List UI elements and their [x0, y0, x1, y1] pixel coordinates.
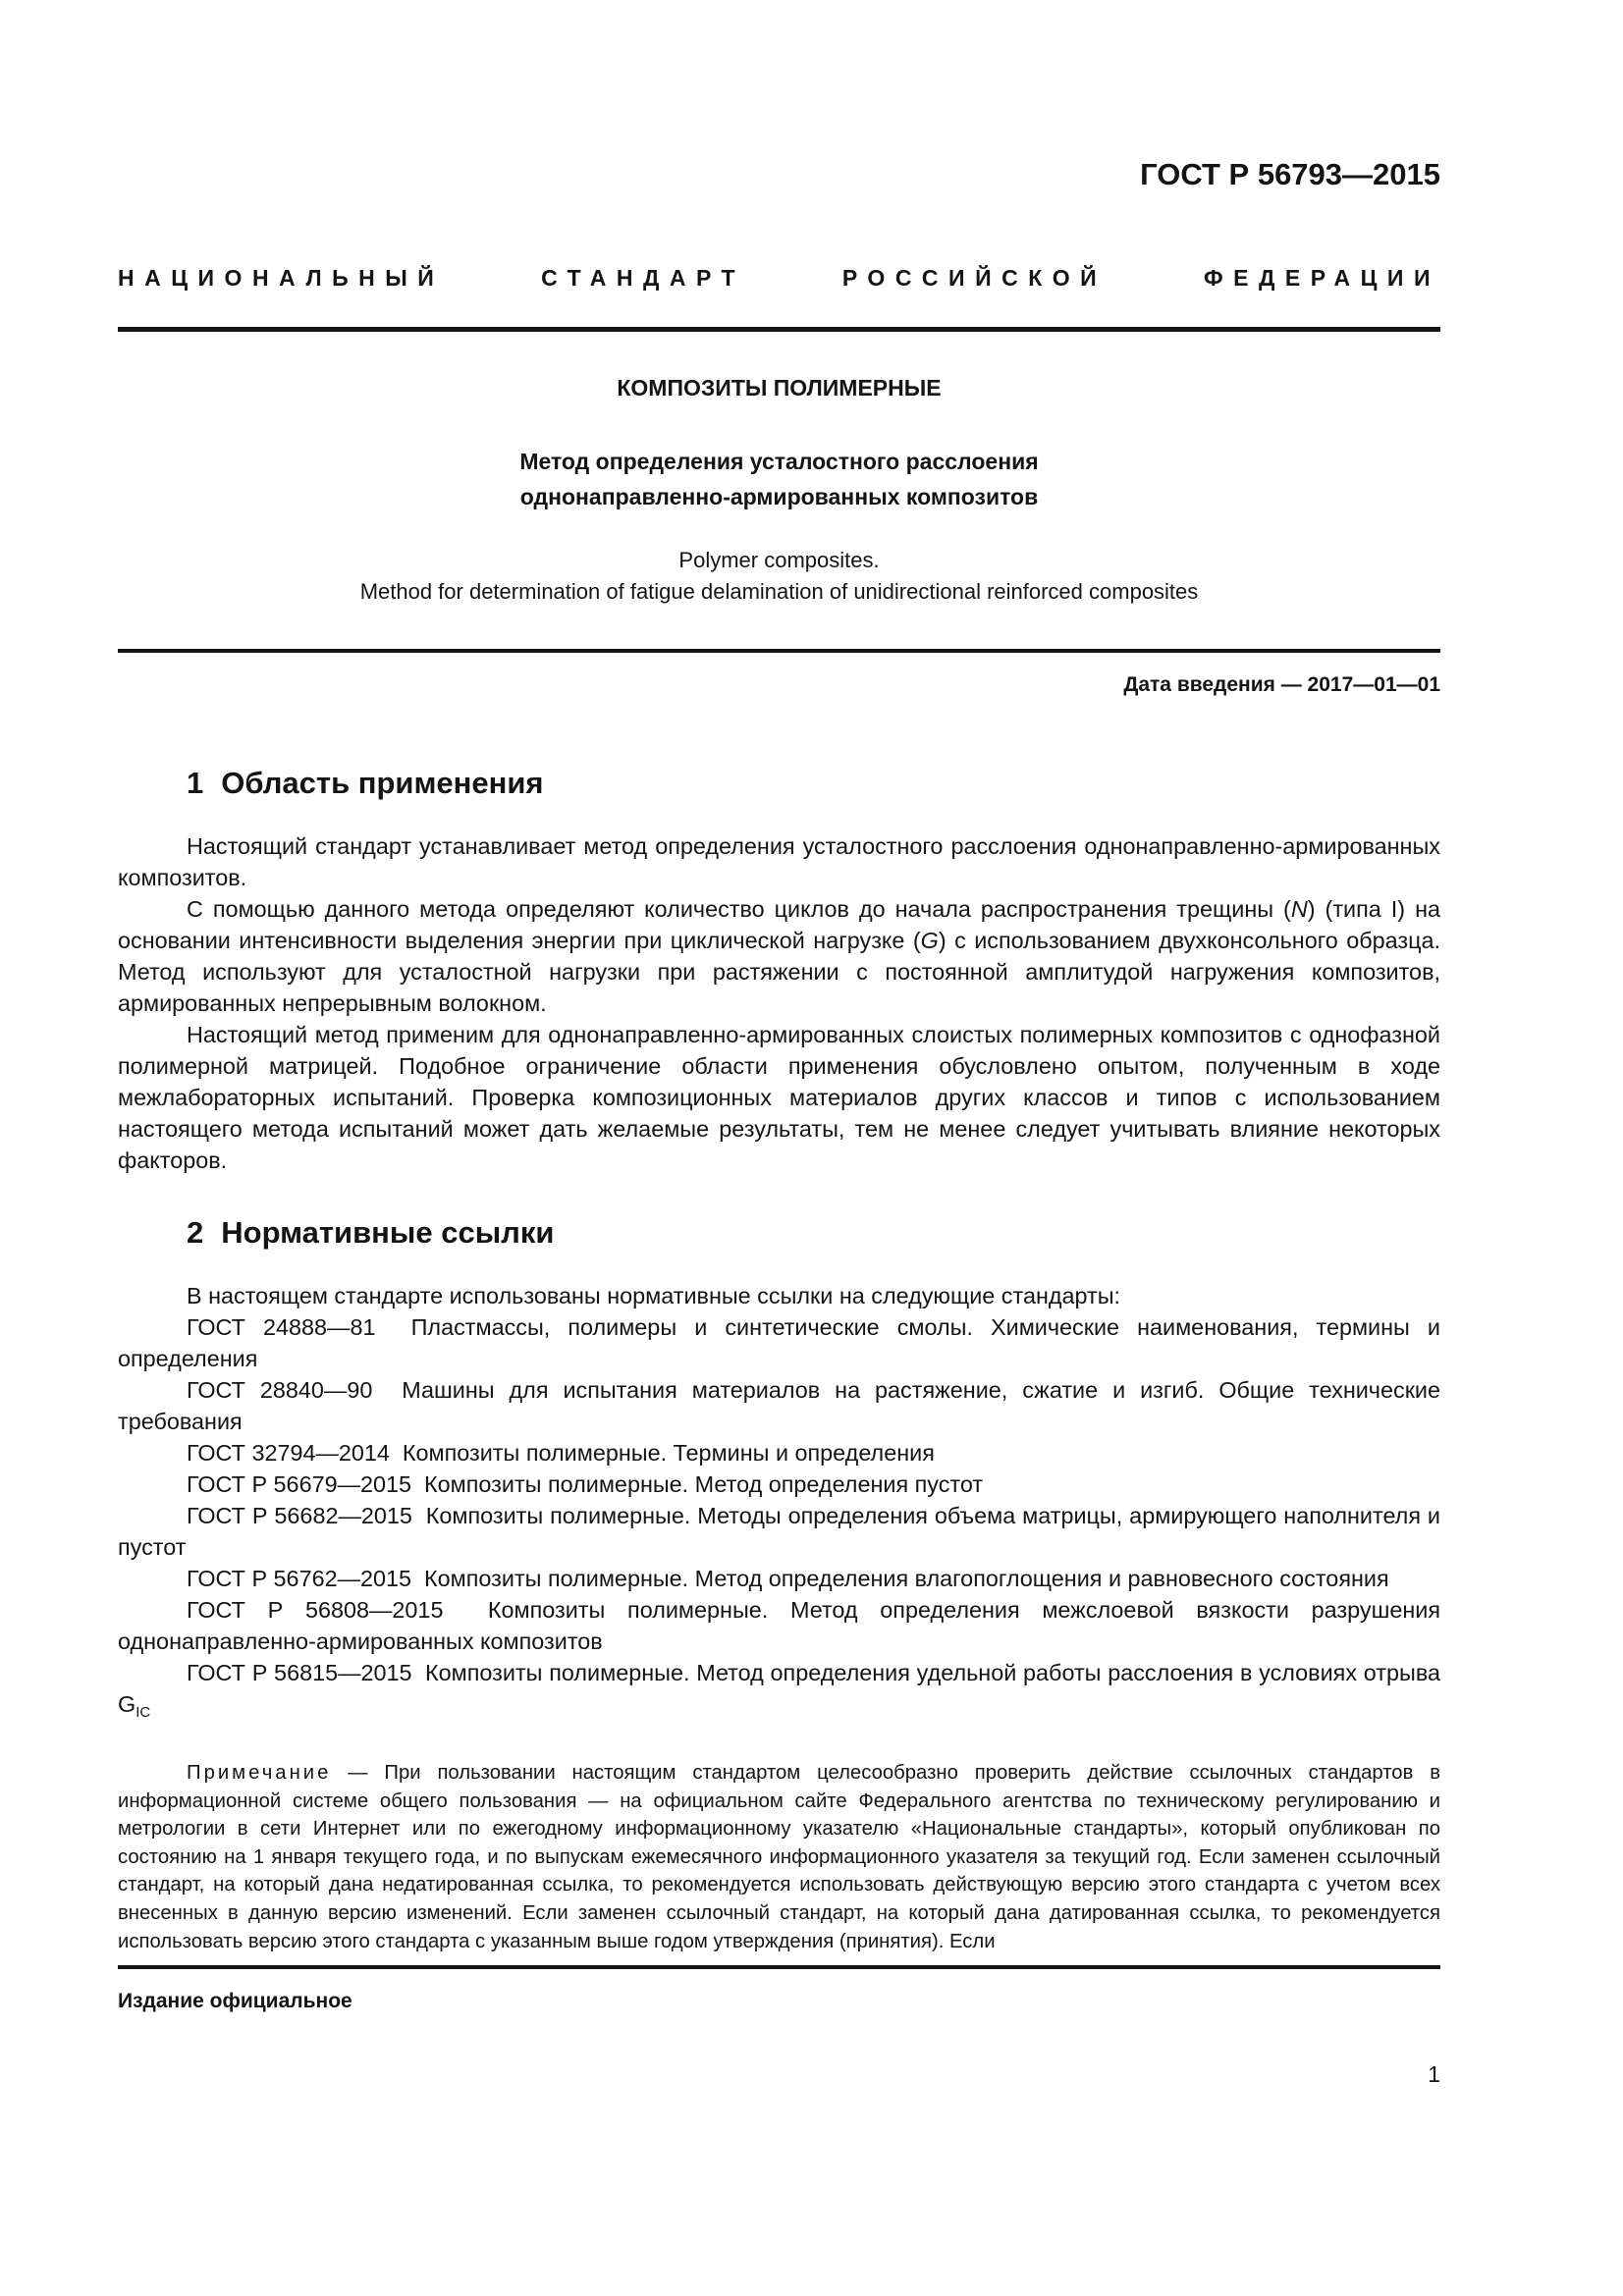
english-title-line-1: Polymer composites.: [678, 548, 880, 572]
scope-paragraph-3: Настоящий метод применим для однонаправленно-армированных слоистых полимерных композитов с однофазной полимерной матрицей. Подобное ограничение области применения обусловлено опытом, полученным в ходе межлабораторных испытаний. Проверка композиционных материалов других классов и типов с использованием настоящего метода испытаний может дать желаемые результаты, тем не менее следует учитывать влияние некоторых факторов.: [118, 1022, 1440, 1173]
standard-header: НАЦИОНАЛЬНЫЙ СТАНДАРТ РОССИЙСКОЙ ФЕДЕРАЦИИ: [118, 265, 1440, 291]
reference-code: ГОСТ 32794—2014: [187, 1440, 390, 1466]
reference-text: Композиты полимерные. Методы определения объема матрицы, армирующего наполнителя и пустот: [118, 1503, 1440, 1560]
reference-text: Машины для испытания материалов на растяжение, сжатие и изгиб. Общие технические требования: [118, 1377, 1440, 1434]
reference-item: [118, 1563, 1440, 1594]
text-run: ) с использованием двухконсольного образца. Метод используют для усталостной нагрузки при растяжении с постоянной амплитудой нагружения композитов, армированных непрерывным волокном.: [118, 928, 1440, 1016]
reference-code: ГОСТ 28840—90: [187, 1377, 373, 1403]
reference-item: [118, 1437, 1440, 1468]
reference-code: ГОСТ 24888—81: [187, 1314, 376, 1340]
document-subtitle: [118, 444, 1440, 514]
subtitle-line-1: Метод определения усталостного расслоения: [519, 449, 1039, 474]
english-title-line-2: Method for determination of fatigue delamination of unidirectional reinforced composites: [359, 579, 1199, 604]
section-1-heading: [118, 766, 1440, 801]
reference-item: [118, 1468, 1440, 1500]
section-title: Область применения: [221, 766, 544, 800]
scope-paragraph-2: [118, 893, 1440, 1019]
reference-text: Композиты полимерные. Метод определения пустот: [424, 1471, 984, 1497]
reference-text: Композиты полимерные. Метод определения межслоевой вязкости разрушения однонаправленно-армированных композитов: [118, 1597, 1440, 1654]
footer-rule: [118, 1965, 1440, 1969]
symbol-g: G: [920, 928, 939, 953]
document-title: КОМПОЗИТЫ ПОЛИМЕРНЫЕ: [617, 375, 942, 400]
section-number: 2: [187, 1215, 204, 1250]
references-intro: В настоящем стандарте использованы нормативные ссылки на следующие стандарты:: [187, 1283, 1121, 1308]
reference-text: Пластмассы, полимеры и синтетические смолы. Химические наименования, термины и определения: [118, 1314, 1440, 1371]
note-block: [118, 1759, 1440, 1955]
reference-item: [118, 1374, 1440, 1437]
reference-item: [118, 1594, 1440, 1657]
header-rule: [118, 327, 1440, 332]
text-run: С помощью данного метода определяют количество циклов до начала распространения трещины (: [187, 896, 1291, 922]
section-1-body: [118, 830, 1440, 1176]
title-rule: [118, 649, 1440, 653]
reference-text: Композиты полимерные. Метод определения влагопоглощения и равновесного состояния: [424, 1566, 1389, 1591]
reference-item: [118, 1500, 1440, 1563]
edition-label: Издание официальное: [118, 1990, 352, 2012]
section-title: Нормативные ссылки: [221, 1215, 555, 1250]
reference-code: ГОСТ Р 56808—2015: [187, 1597, 444, 1623]
section-2-body: [118, 1280, 1440, 1720]
english-title: [118, 545, 1440, 608]
reference-text: Композиты полимерные. Метод определения удельной работы расслоения в условиях отрыва G: [118, 1660, 1440, 1717]
reference-text: Композиты полимерные. Термины и определения: [402, 1440, 935, 1466]
introduction-date: Дата введения — 2017—01—01: [1123, 673, 1440, 696]
reference-code: ГОСТ Р 56815—2015: [187, 1660, 412, 1685]
subscript: IC: [135, 1704, 151, 1721]
reference-code: ГОСТ Р 56682—2015: [187, 1503, 412, 1528]
subtitle-line-2: однонаправленно-армированных композитов: [519, 484, 1039, 509]
reference-code: ГОСТ Р 56679—2015: [187, 1471, 412, 1497]
section-number: 1: [187, 766, 204, 800]
symbol-n: N: [1290, 896, 1308, 922]
note-paragraph: [118, 1759, 1440, 1955]
document-number: ГОСТ Р 56793—2015: [1140, 157, 1440, 191]
text-run: ) (типа I) на основании интенсивности выделения энергии при циклической нагрузке (: [118, 896, 1440, 953]
page-number: 1: [1428, 2061, 1440, 2087]
reference-item: [118, 1657, 1440, 1720]
reference-item: [118, 1311, 1440, 1374]
section-2-heading: [118, 1215, 1440, 1251]
note-label: Примечание: [187, 1762, 332, 1784]
reference-code: ГОСТ Р 56762—2015: [187, 1566, 412, 1591]
scope-paragraph-1: Настоящий стандарт устанавливает метод определения усталостного расслоения однонаправленно-армированных композитов.: [118, 833, 1440, 890]
note-text: — При пользовании настоящим стандартом целесообразно проверить действие ссылочных стандартов в информационной системе общего пользования — на официальном сайте Федерального агентства по техническому регулированию и метрологии в сети Интернет или по ежегодному информационному указателю «Национальные стандарты», который опубликован по состоянию на 1 января текущего года, и по выпускам ежемесячного информационного указателя за текущий год. Если заменен ссылочный стандарт, на который дана недатированная ссылка, то рекомендуется использовать действующую версию этого стандарта с учетом всех внесенных в данную версию изменений. Если заменен ссылочный стандарт, на который дана датированная ссылка, то рекомендуется использовать версию этого стандарта с указанным выше годом утверждения (принятия). Если: [118, 1762, 1440, 1952]
